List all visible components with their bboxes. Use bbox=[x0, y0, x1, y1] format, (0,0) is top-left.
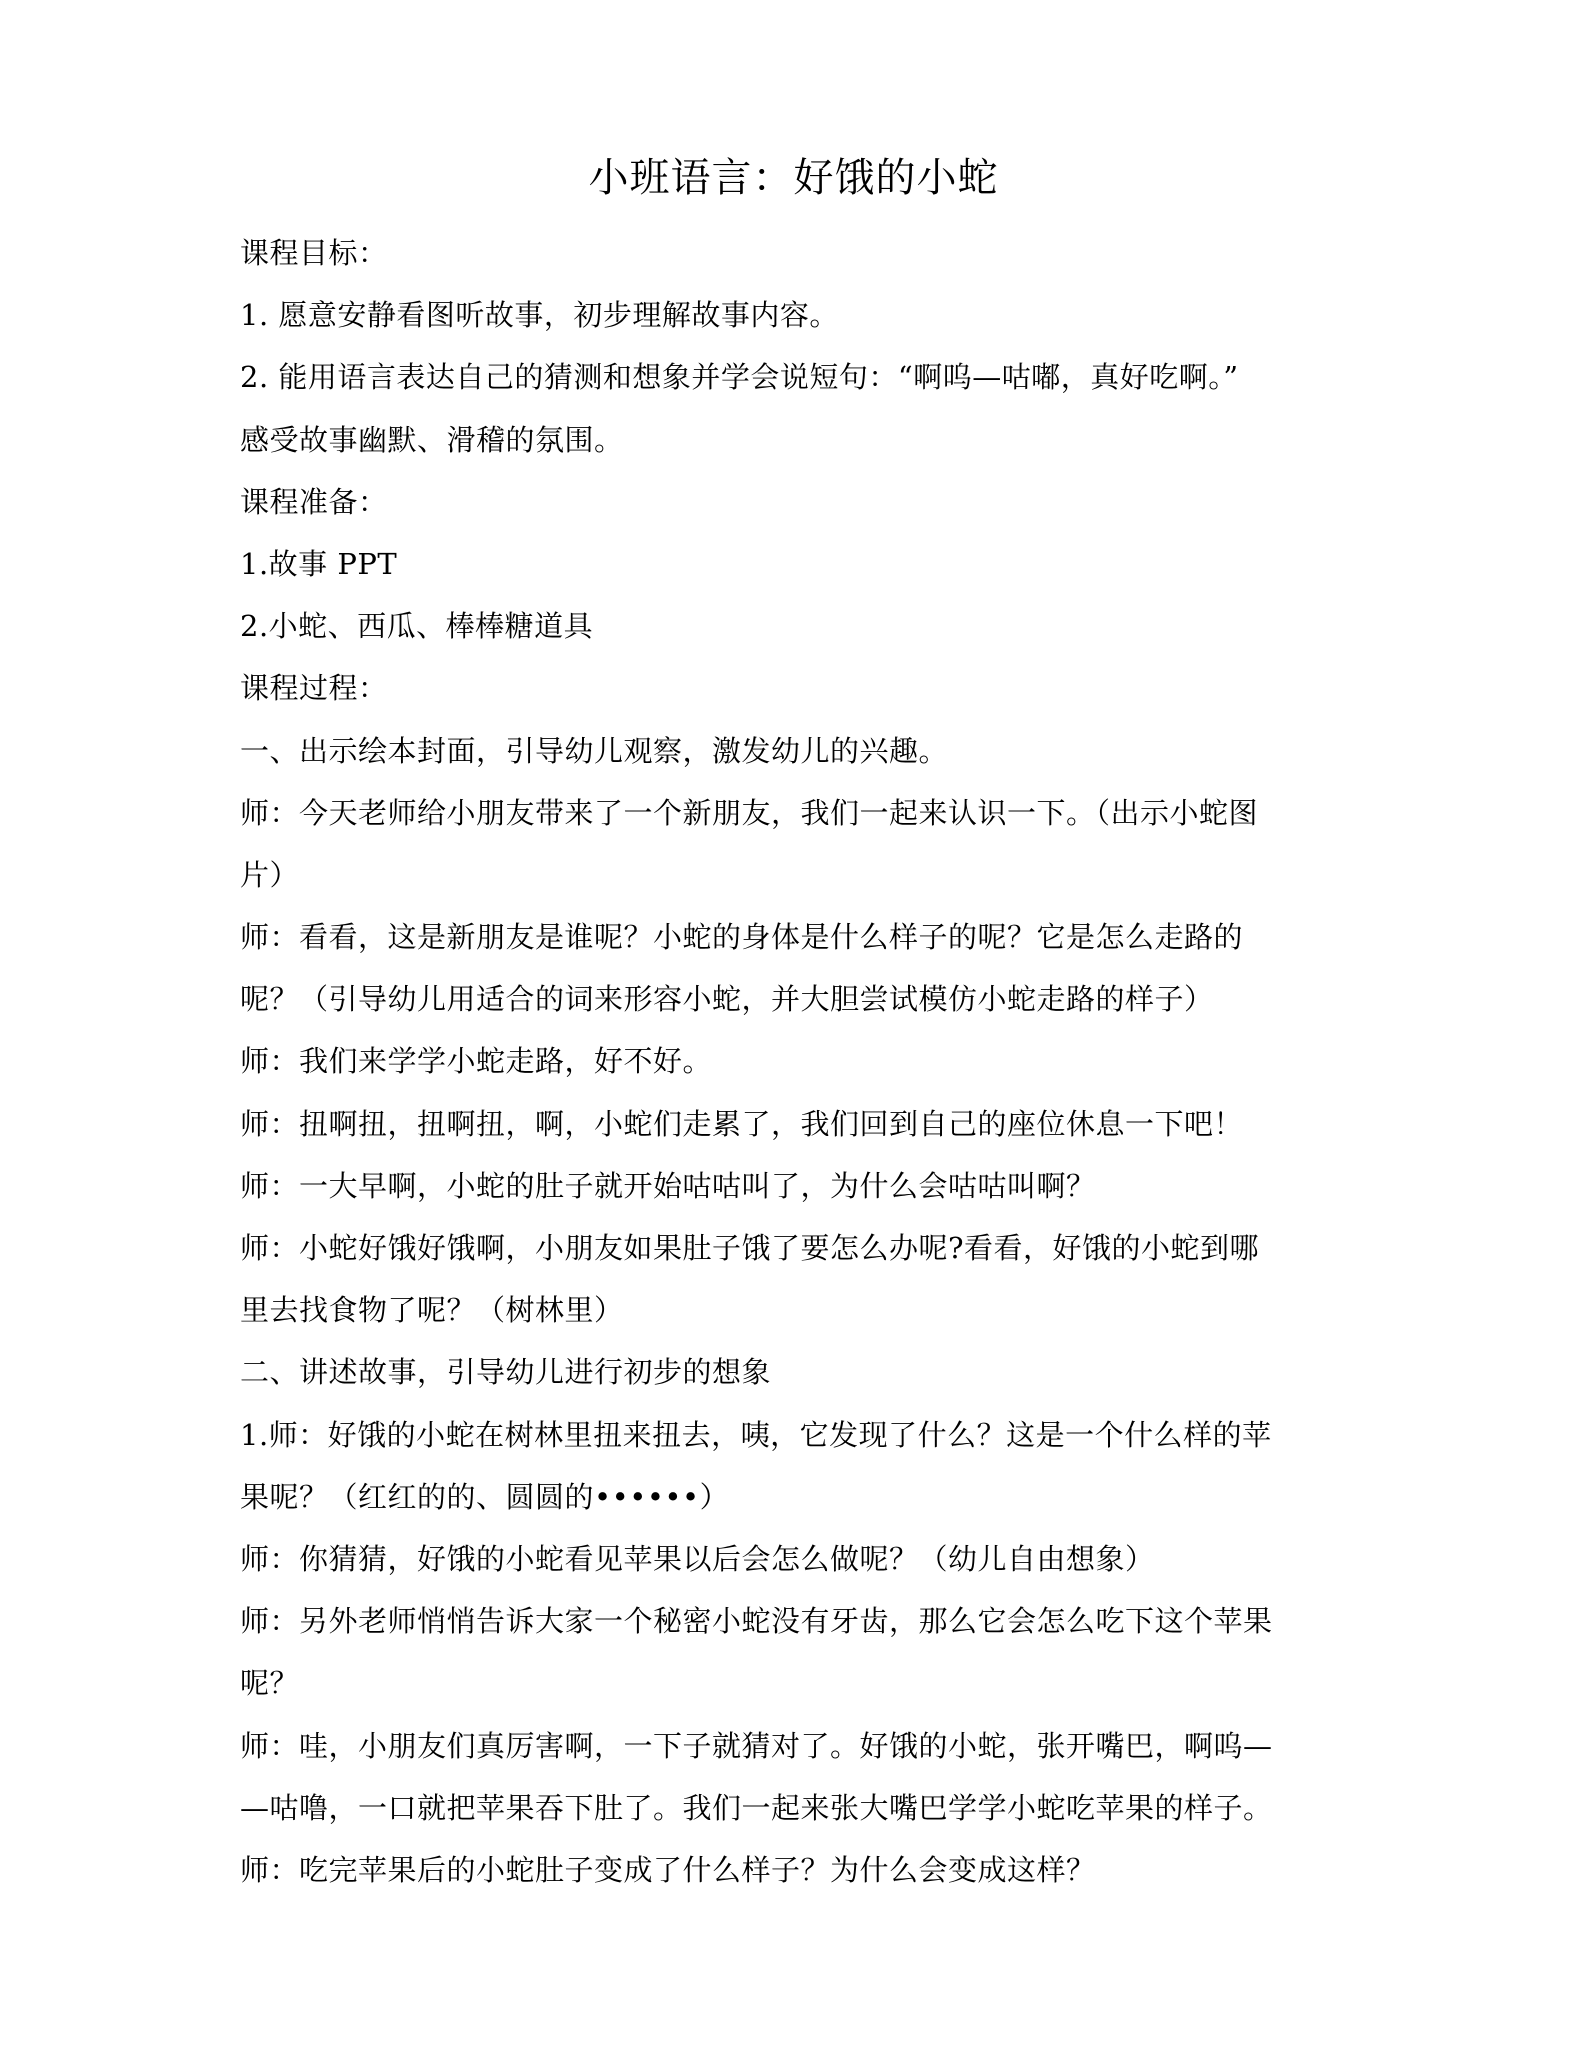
paragraph-line: 师：我们来学学小蛇走路，好不好。 bbox=[240, 1044, 713, 1079]
paragraph-line: 师：看看，这是新朋友是谁呢？小蛇的身体是什么样子的呢？它是怎么走路的 bbox=[240, 920, 1244, 955]
paragraph-line: 呢？（引导幼儿用适合的词来形容小蛇，并大胆尝试模仿小蛇走路的样子） bbox=[240, 982, 1214, 1017]
section-heading-goals: 课程目标： bbox=[240, 236, 388, 270]
goal-item-1: 1. 愿意安静看图听故事，初步理解故事内容。 bbox=[240, 298, 839, 333]
paragraph-line: 师：扭啊扭，扭啊扭，啊，小蛇们走累了，我们回到自己的座位休息一下吧！ bbox=[240, 1106, 1244, 1141]
paragraph-line: 片） bbox=[240, 857, 300, 892]
paragraph-line: 师：你猜猜，好饿的小蛇看见苹果以后会怎么做呢？（幼儿自由想象） bbox=[240, 1541, 1155, 1576]
paragraph-line: 1.师：好饿的小蛇在树林里扭来扭去，咦，它发现了什么？这是一个什么样的苹 bbox=[240, 1417, 1272, 1452]
section-heading-preparation: 课程准备： bbox=[240, 484, 388, 519]
process-step-2-heading: 二、讲述故事，引导幼儿进行初步的想象 bbox=[240, 1355, 772, 1390]
paragraph-line: 里去找食物了呢？（树林里） bbox=[240, 1293, 624, 1328]
goal-item-2: 2. 能用语言表达自己的猜测和想象并学会说短句：“啊呜—咕嘟，真好吃啊。” bbox=[240, 360, 1239, 395]
paragraph-line: 师：另外老师悄悄告诉大家一个秘密小蛇没有牙齿，那么它会怎么吃下这个苹果 bbox=[240, 1604, 1273, 1639]
document-title: 小班语言：好饿的小蛇 bbox=[588, 155, 999, 201]
paragraph-line: 呢？ bbox=[240, 1666, 300, 1701]
paragraph-line: 师：小蛇好饿好饿啊，小朋友如果肚子饿了要怎么办呢?看看，好饿的小蛇到哪 bbox=[240, 1231, 1260, 1265]
process-step-1-heading: 一、出示绘本封面，引导幼儿观察，激发幼儿的兴趣。 bbox=[240, 733, 949, 768]
paragraph-line: 师：一大早啊，小蛇的肚子就开始咕咕叫了，为什么会咕咕叫啊？ bbox=[240, 1168, 1096, 1203]
paragraph-line: 师：吃完苹果后的小蛇肚子变成了什么样子？为什么会变成这样？ bbox=[240, 1852, 1096, 1887]
section-heading-process: 课程过程： bbox=[240, 671, 388, 706]
paragraph-line: —咕噜，一口就把苹果吞下肚了。我们一起来张大嘴巴学学小蛇吃苹果的样子。 bbox=[240, 1790, 1273, 1825]
paragraph-line: 师：哇，小朋友们真厉害啊，一下子就猜对了。好饿的小蛇，张开嘴巴，啊呜— bbox=[240, 1728, 1273, 1763]
document-body bbox=[240, 222, 1350, 1901]
preparation-item-1: 1.故事 PPT bbox=[240, 546, 398, 581]
goal-item-2-continued: 感受故事幽默、滑稽的氛围。 bbox=[240, 422, 624, 457]
paragraph-line: 果呢？（红红的的、圆圆的••••••） bbox=[240, 1479, 730, 1514]
paragraph-line: 师：今天老师给小朋友带来了一个新朋友，我们一起来认识一下。（出示小蛇图 bbox=[240, 795, 1259, 830]
preparation-item-2: 2.小蛇、西瓜、棒棒糖道具 bbox=[240, 609, 594, 644]
